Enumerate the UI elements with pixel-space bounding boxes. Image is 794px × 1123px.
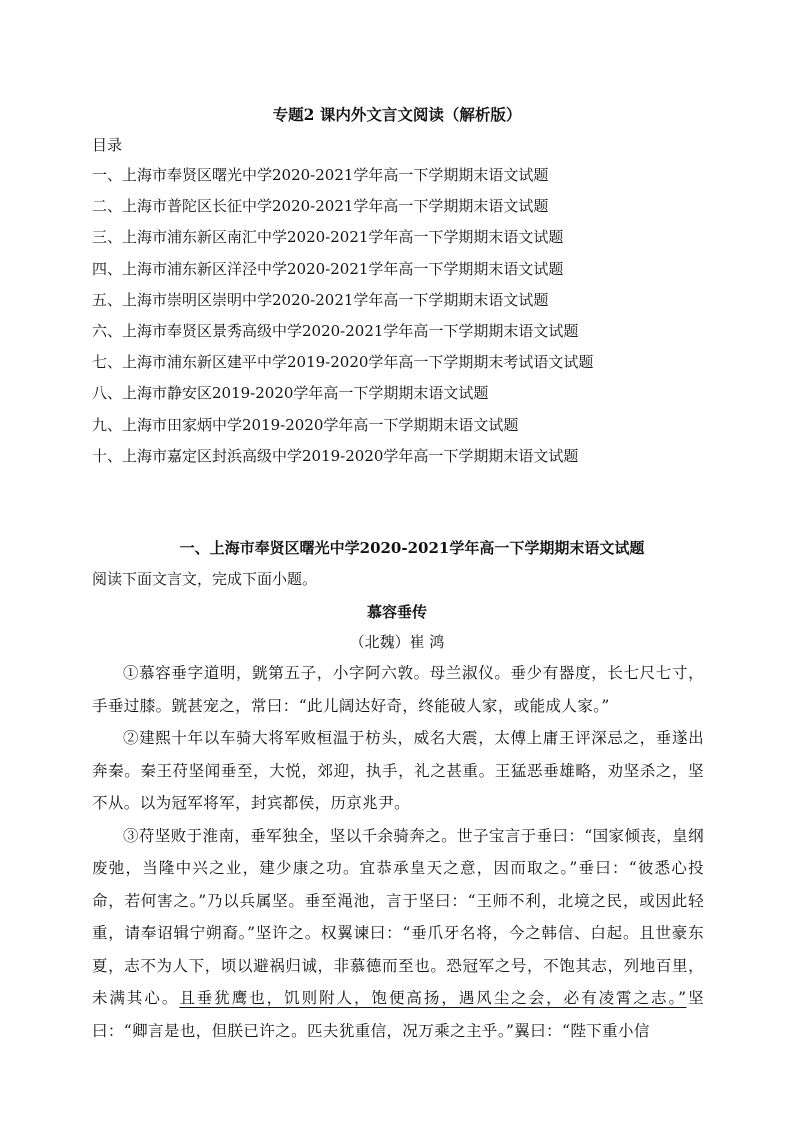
underlined-sentence: 且垂犹鹰也，饥则附人，饱便高扬，遇风尘之会，必有凌霄之志。” <box>179 989 687 1007</box>
toc-item: 五、上海市崇明区崇明中学2020-2021学年高一下学期期末语文试题 <box>92 290 549 309</box>
toc-item: 四、上海市浦东新区洋泾中学2020-2021学年高一下学期期末语文试题 <box>92 259 564 278</box>
toc-item: 六、上海市奉贤区景秀高级中学2020-2021学年高一下学期期末语文试题 <box>92 321 579 340</box>
toc-item: 一、上海市奉贤区曙光中学2020-2021学年高一下学期期末语文试题 <box>92 166 549 184</box>
paragraph-1: ①慕容垂字道明，皝第五子，小字阿六敦。母兰淑仪。垂少有器度，长七尺七寸，手垂过膝。皝甚宠之，常曰：“此儿阔达好奇，终能破人家，或能成人家。” <box>92 664 704 715</box>
table-of-contents <box>92 160 593 472</box>
section-title: 一、上海市奉贤区曙光中学2020-2021学年高一下学期期末语文试题 <box>179 539 645 557</box>
paragraph-3 <box>92 820 704 1048</box>
document-title: 专题2 课内外文言文阅读（解析版） <box>272 105 522 124</box>
toc-item: 三、上海市浦东新区南汇中学2020-2021学年高一下学期期末语文试题 <box>92 228 564 247</box>
essay-author: （北魏）崔 鸿 <box>349 633 445 651</box>
toc-item: 二、上海市普陀区长征中学2020-2021学年高一下学期期末语文试题 <box>92 197 549 216</box>
toc-item: 十、上海市嘉定区封浜高级中学2019-2020学年高一下学期期末语文试题 <box>92 446 579 465</box>
toc-item: 七、上海市浦东新区建平中学2019-2020学年高一下学期期末考试语文试题 <box>92 353 594 372</box>
instruction-text: 阅读下面文言文，完成下面小题。 <box>92 570 318 588</box>
essay-title: 慕容垂传 <box>366 603 427 621</box>
essay-body <box>92 657 704 1047</box>
toc-item: 九、上海市田家炳中学2019-2020学年高一下学期期末语文试题 <box>92 415 519 434</box>
toc-item: 八、上海市静安区2019-2020学年高一下学期期末语文试题 <box>92 384 489 403</box>
paragraph-3-text: ③苻坚败于淮南，垂军独全，坚以千余骑奔之。世子宝言于垂曰：“国家倾丧，皇纲废弛，当隆中兴之业，建少康之功。宜恭承皇天之意，因而取之。”垂曰：“彼悉心投命，若何害之。”乃以兵属坚。垂至渑池，言于坚曰：“王师不利，北境之民，或因此轻重，请奉诏辑宁朔裔。”坚许之。权翼谏曰：“垂爪牙名将，今之韩信、白起。且世豪东夏，志不为人下，顷以避祸归诚，非慕德而至也。恐冠军之号，不饱其志，列地百里，未满其心。 <box>92 826 704 1007</box>
paragraph-2: ②建熙十年以车骑大将军败桓温于枋头，威名大震，太傅上庸王评深忌之，垂遂出奔秦。秦王苻坚闻垂至，大悦，郊迎，执手，礼之甚重。王猛恶垂雄略，劝坚杀之，坚不从。以为冠军将军，封宾都侯，历京兆尹。 <box>92 729 704 812</box>
paragraph-3-continued: 坚曰：“卿言是也，但朕已许之。匹夫犹重信，况万乘之主乎。”翼曰：“陛下重小信 <box>92 989 704 1040</box>
toc-heading: 目录 <box>92 136 123 154</box>
